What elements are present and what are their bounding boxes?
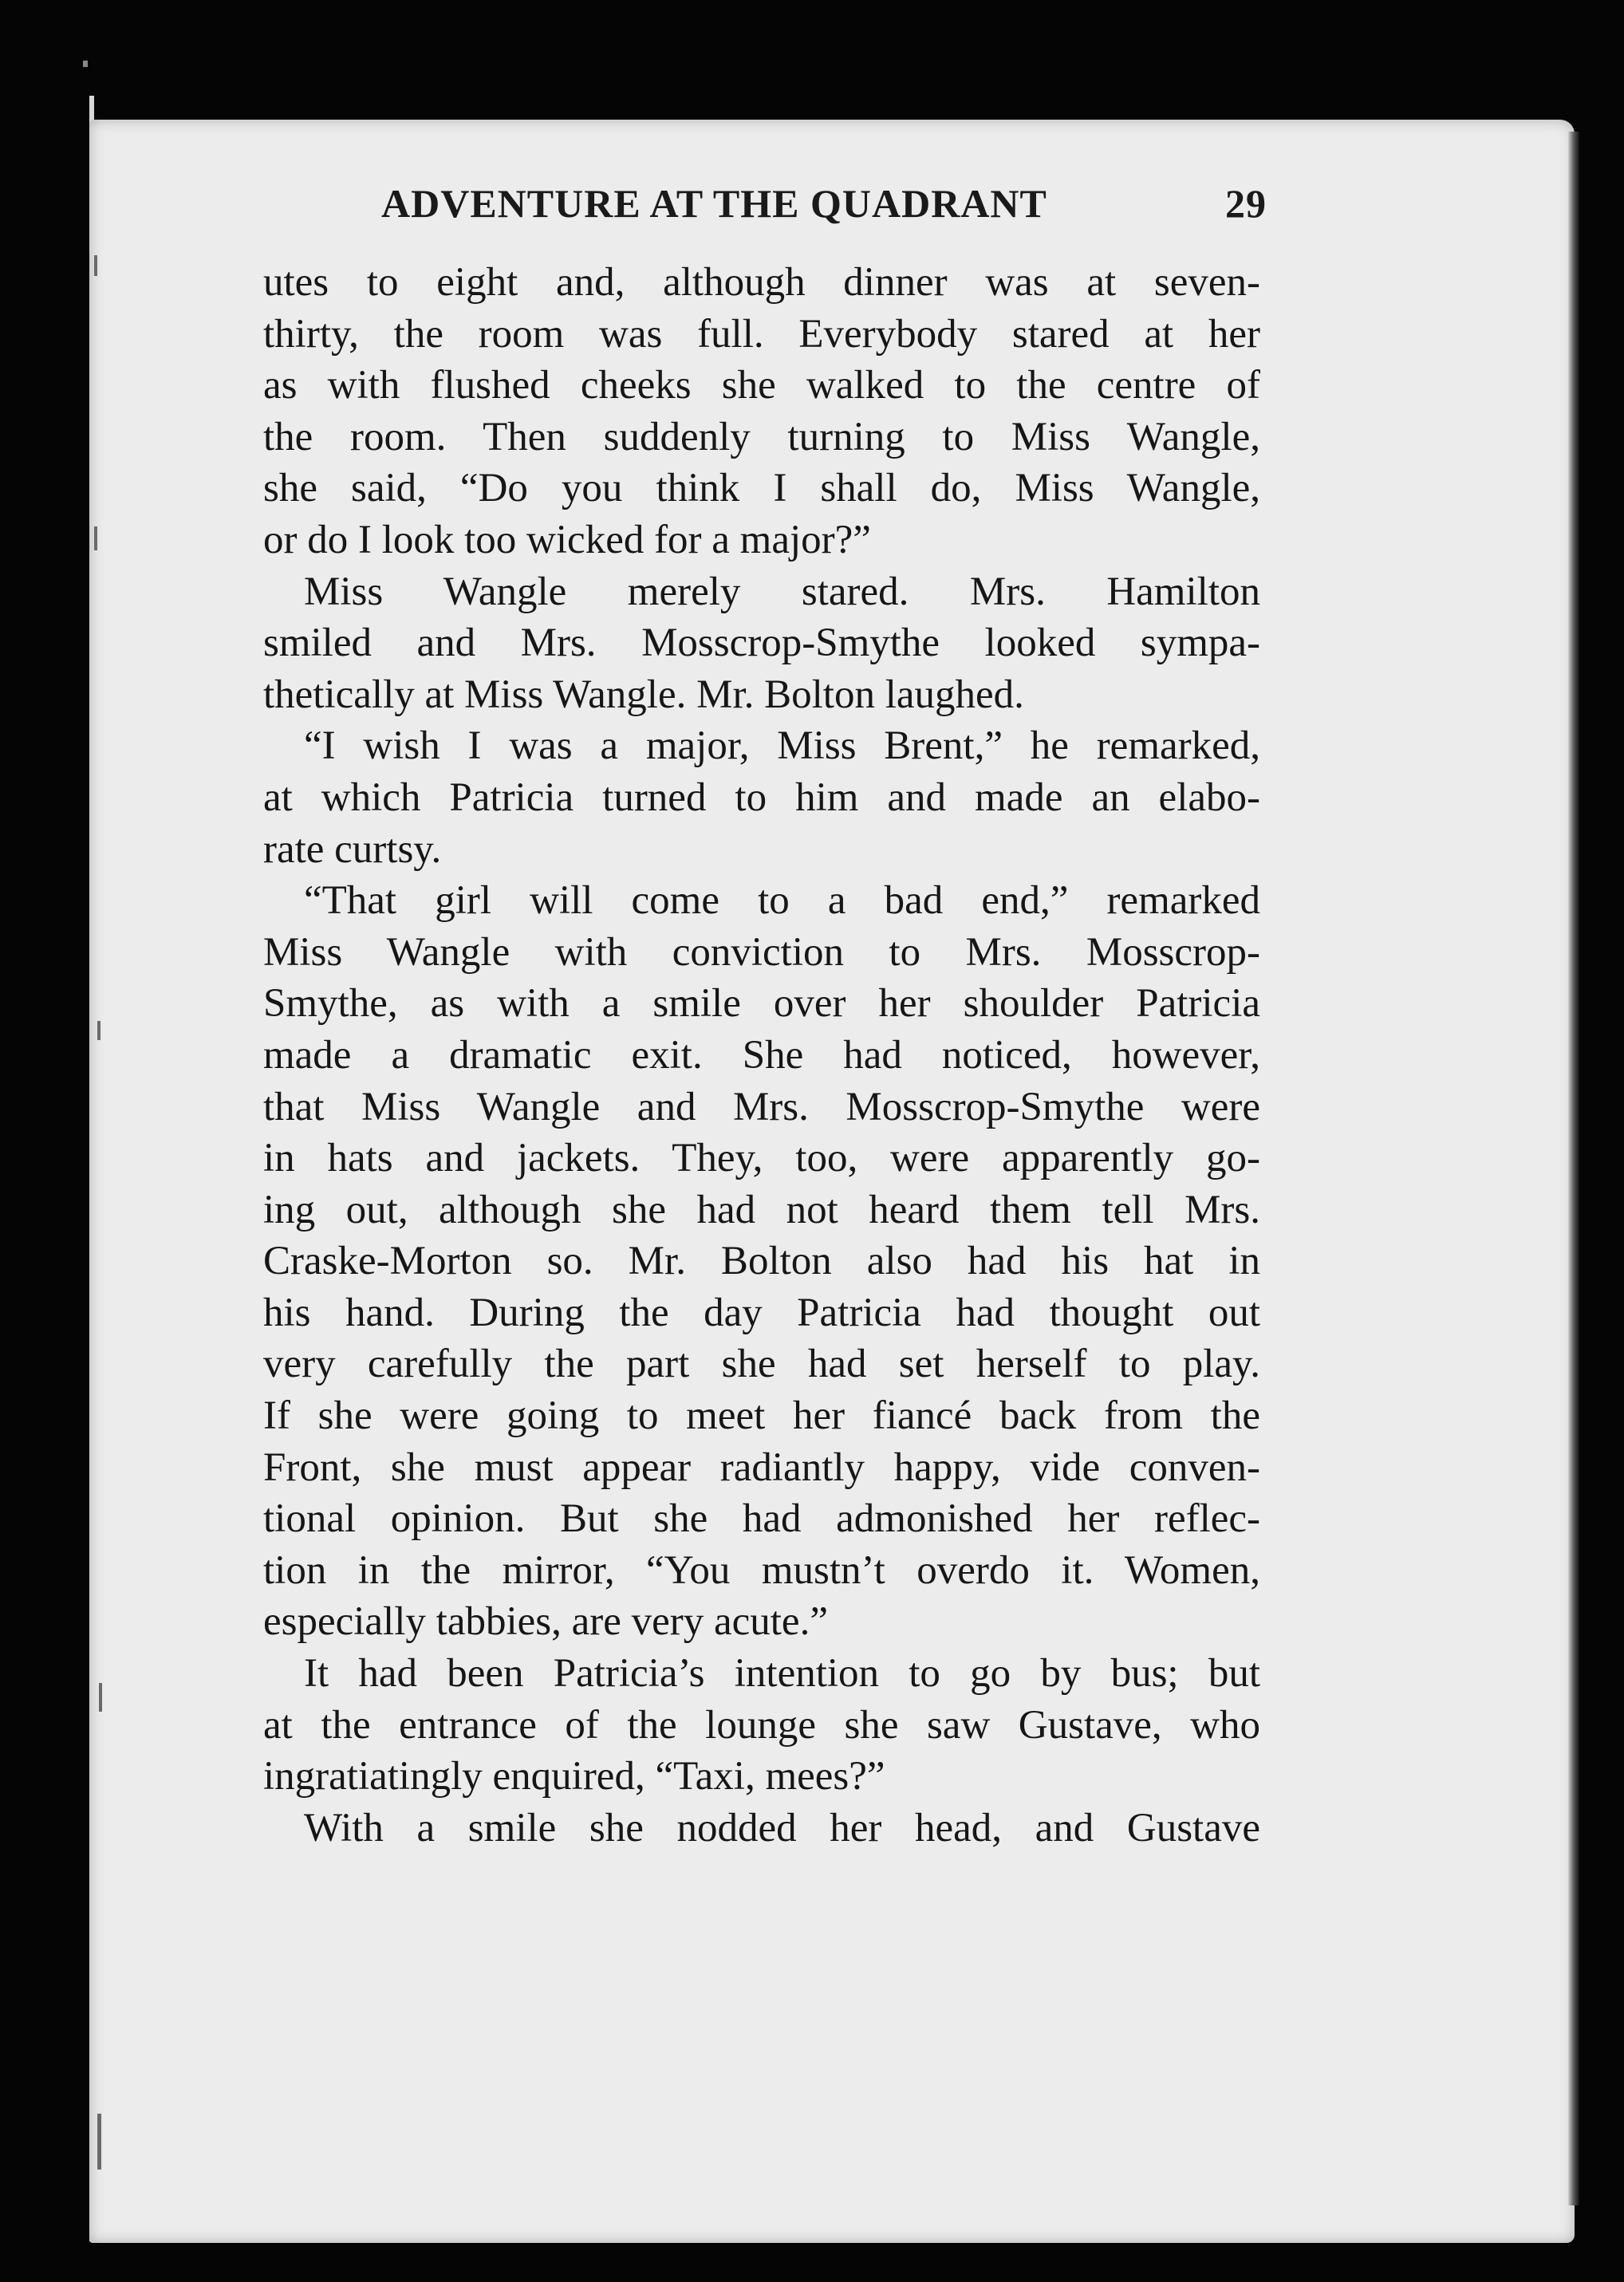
- text-line: she said, “Do you think I shall do, Miss Wangle,: [263, 466, 1260, 511]
- text-line: in hats and jackets. They, too, were apparently go-: [263, 1136, 1260, 1181]
- text-line: Front, she must appear radiantly happy, vide conven-: [263, 1444, 1260, 1490]
- text-line: at the entrance of the lounge she saw Gustave, who: [263, 1702, 1260, 1748]
- scan-speck: [99, 1683, 102, 1712]
- page-number: 29: [1225, 181, 1267, 226]
- text-line: With a smile she nodded her head, and Gustave: [263, 1805, 1260, 1850]
- body-text: [263, 257, 1260, 1854]
- page-right-edge: [1568, 132, 1579, 2205]
- text-line: smiled and Mrs. Mosscrop-Smythe looked sympa-: [263, 621, 1260, 666]
- text-line: or do I look too wicked for a major?”: [263, 517, 871, 562]
- text-line: tion in the mirror, “You mustn’t overdo it. Women,: [263, 1547, 1260, 1593]
- text-line: “I wish I was a major, Miss Brent,” he remarked,: [263, 723, 1260, 769]
- text-line: the room. Then suddenly turning to Miss Wangle,: [263, 414, 1260, 459]
- text-line: ingratiatingly enquired, “Taxi, mees?”: [263, 1754, 885, 1799]
- scan-speck: [83, 61, 88, 67]
- scan-speck: [94, 255, 97, 276]
- text-line: If she were going to meet her fiancé back from the: [263, 1393, 1260, 1439]
- scan-speck: [97, 2114, 101, 2170]
- text-line: rate curtsy.: [263, 826, 442, 872]
- text-line: “That girl will come to a bad end,” remarked: [263, 878, 1260, 924]
- text-line: It had been Patricia’s intention to go by bus; but: [263, 1651, 1260, 1697]
- scan-speck: [94, 526, 97, 550]
- text-line: at which Patricia turned to him and made an elabo-: [263, 774, 1260, 820]
- text-line: Smythe, as with a smile over her shoulder Patricia: [263, 981, 1260, 1027]
- text-line: made a dramatic exit. She had noticed, however,: [263, 1032, 1260, 1078]
- text-line: utes to eight and, although dinner was at seven-: [263, 260, 1260, 305]
- text-line: as with flushed cheeks she walked to the centre of: [263, 363, 1260, 408]
- text-line: tional opinion. But she had admonished her reflec-: [263, 1496, 1260, 1542]
- text-line: thetically at Miss Wangle. Mr. Bolton laughed.: [263, 672, 1024, 717]
- scan-speck: [97, 1021, 101, 1040]
- text-line: his hand. During the day Patricia had thought out: [263, 1290, 1260, 1335]
- text-line: very carefully the part she had set herself to play.: [263, 1342, 1260, 1387]
- running-head: ADVENTURE AT THE QUADRANT: [381, 181, 1047, 226]
- page-header: [381, 180, 1267, 236]
- text-line: that Miss Wangle and Mrs. Mosscrop-Smythe were: [263, 1084, 1260, 1129]
- text-line: Miss Wangle merely stared. Mrs. Hamilton: [263, 569, 1260, 614]
- text-line: Craske-Morton so. Mr. Bolton also had his hat in: [263, 1239, 1260, 1284]
- text-line: thirty, the room was full. Everybody stared at her: [263, 311, 1260, 357]
- text-line: Miss Wangle with conviction to Mrs. Mosscrop-: [263, 929, 1260, 975]
- text-line: ing out, although she had not heard them tell Mrs.: [263, 1187, 1260, 1232]
- text-line: especially tabbies, are very acute.”: [263, 1599, 828, 1645]
